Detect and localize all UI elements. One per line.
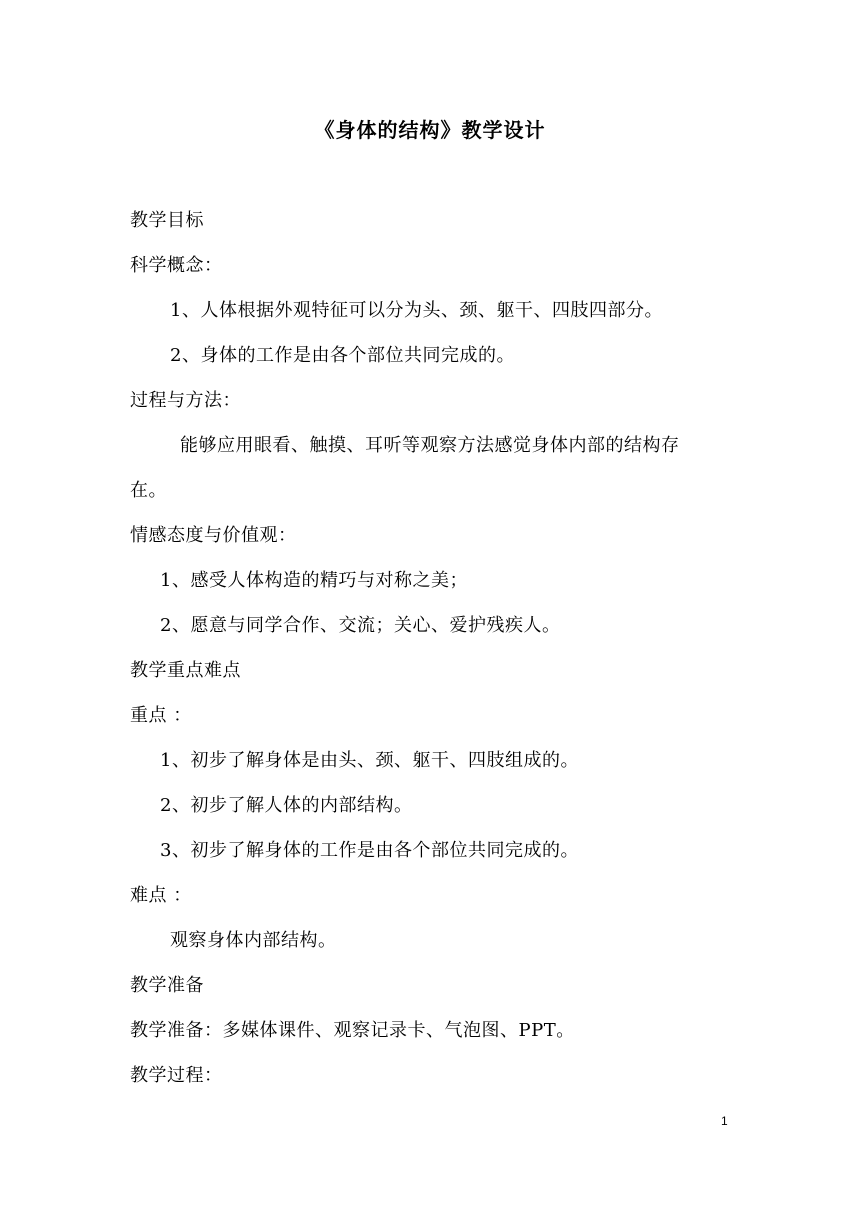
heading-teaching-goals: 教学目标	[130, 210, 204, 231]
heading-key-points: 教学重点难点	[130, 660, 241, 681]
subheading-science-concepts: 科学概念：	[130, 255, 223, 276]
document-title: 《身体的结构》教学设计	[314, 118, 546, 142]
list-item: 2、愿意与同学合作、交流；关心、爱护残疾人。	[160, 615, 561, 636]
list-item: 1、初步了解身体是由头、颈、躯干、四肢组成的。	[160, 750, 579, 771]
subheading-difficulty: 难点 ：	[130, 885, 192, 906]
heading-teaching-process: 教学过程：	[130, 1065, 223, 1086]
subheading-process-methods: 过程与方法：	[130, 390, 241, 411]
paragraph-line: 观察身体内部结构。	[170, 930, 337, 951]
heading-teaching-preparation: 教学准备	[130, 975, 204, 996]
list-item: 2、身体的工作是由各个部位共同完成的。	[170, 345, 515, 366]
page-number: 1	[721, 1114, 728, 1128]
paragraph-line: 能够应用眼看、触摸、耳听等观察方法感觉身体内部的结构存	[180, 435, 680, 456]
list-item: 1、人体根据外观特征可以分为头、颈、躯干、四肢四部分。	[170, 300, 663, 321]
list-item: 3、初步了解身体的工作是由各个部位共同完成的。	[160, 840, 579, 861]
paragraph-line: 教学准备：多媒体课件、观察记录卡、气泡图、PPT。	[130, 1020, 575, 1041]
list-item: 1、感受人体构造的精巧与对称之美；	[160, 570, 468, 591]
list-item: 2、初步了解人体的内部结构。	[160, 795, 413, 816]
paragraph-line: 在。	[130, 480, 167, 501]
subheading-key-point: 重点 ：	[130, 705, 192, 726]
subheading-attitude-values: 情感态度与价值观：	[130, 525, 297, 546]
